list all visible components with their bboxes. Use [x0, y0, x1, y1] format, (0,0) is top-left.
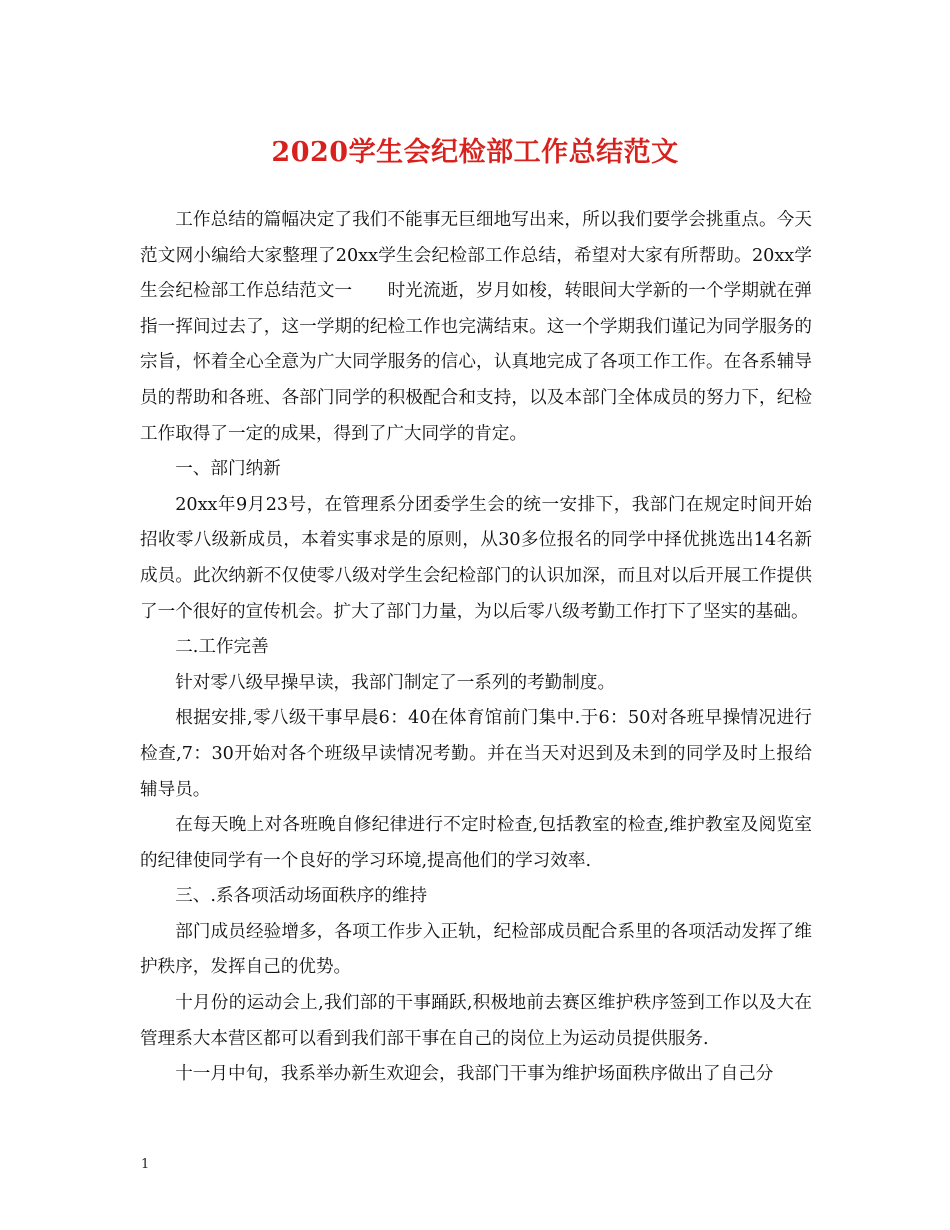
paragraph-sports-meeting: 十月份的运动会上,我们部的干事踊跃,积极地前去赛区维护秩序签到工作以及大在管理系大本营区都可以看到我们部干事在自己的岗位上为运动员提供服务. [140, 993, 812, 1049]
document-title: 2020学生会纪检部工作总结范文 [271, 137, 679, 168]
paragraph-recruitment: 20xx年9月23号，在管理系分团委学生会的统一安排下，我部门在规定时间开始招收零八级新成员，本着实事求是的原则，从30多位报名的同学中择优挑选出14名新成员。此次纳新不仅使零八级对学生会纪检部门的认识加深，而且对以后开展工作提供了一个很好的宣传机会。扩大了部门力量，为以后零八级考勤工作打下了坚实的基础。 [140, 494, 812, 622]
paragraph-attendance-system: 针对零八级早操早读，我部门制定了一系列的考勤制度。 [175, 672, 616, 693]
paragraph-evening-checks: 在每天晚上对各班晚自修纪律进行不定时检查,包括教室的检查,维护教室及阅览室的纪律使同学有一个良好的学习环境,提高他们的学习效率. [140, 815, 812, 871]
paragraph-members-experience: 部门成员经验增多，各项工作步入正轨，纪检部成员配合系里的各项活动发挥了维护秩序，发挥自己的优势。 [140, 921, 812, 978]
paragraph-welcome-party: 十一月中旬，我系举办新生欢迎会，我部门干事为维护场面秩序做出了自己分 [175, 1064, 774, 1085]
paragraph-intro: 工作总结的篇幅决定了我们不能事无巨细地写出来，所以我们要学会挑重点。今天范文网小编给大家整理了20xx学生会纪检部工作总结，希望对大家有所帮助。20xx学生会纪检部工作总结范文一 时光流逝，岁月如梭，转眼间大学新的一个学期就在弹指一挥间过去了，这一学期的纪检工作也完满结束。这一个学期我们谨记为同学服务的宗旨，怀着全心全意为广大同学服务的信心，认真地完成了各项工作工作。在各系辅导员的帮助和各班、各部门同学的积极配合和支持，以及本部门全体成员的努力下，纪检工作取得了一定的成果，得到了广大同学的肯定。 [140, 210, 812, 444]
section-heading-order: 三、.系各项活动场面秩序的维持 [175, 886, 428, 907]
page-number: 1 [141, 1157, 150, 1172]
section-heading-recruitment: 一、部门纳新 [175, 459, 281, 480]
document-body [140, 203, 812, 1093]
section-heading-improvement: 二.工作完善 [175, 637, 269, 658]
paragraph-morning-schedule: 根据安排,零八级干事早晨6：40在体育馆前门集中.于6：50对各班早操情况进行检查,7：30开始对各个班级早读情况考勤。并在当天对迟到及未到的同学及时上报给辅导员。 [140, 708, 812, 800]
